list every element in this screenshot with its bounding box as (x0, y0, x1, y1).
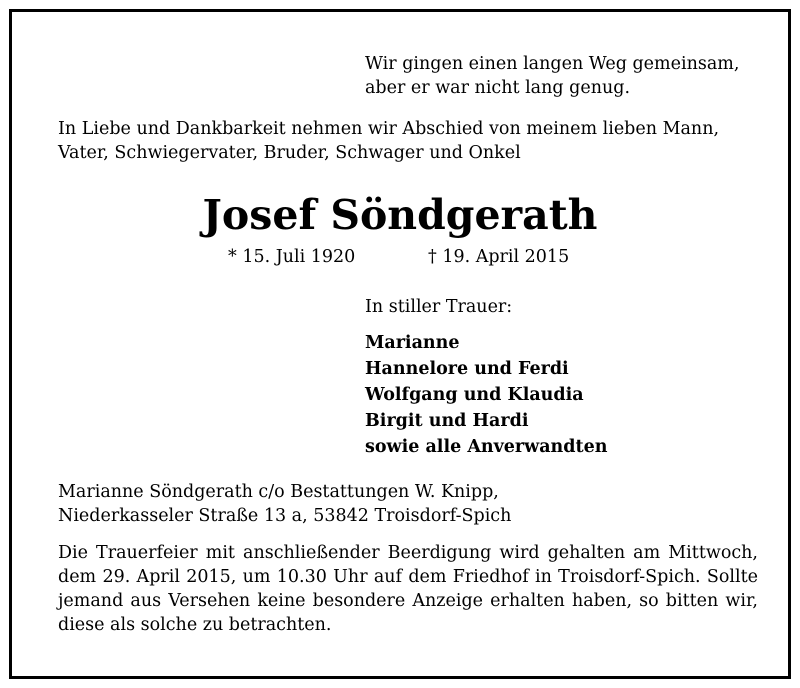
mourners-list (365, 330, 607, 460)
funeral-notice (58, 541, 758, 637)
contact-address (58, 480, 511, 528)
mourner-5: sowie alle Anverwandten (365, 437, 608, 457)
intro-text (58, 117, 719, 165)
address-line-2: Niederkasseler Straße 13 a, 53842 Troisdorf-Spich (58, 506, 512, 526)
mourner-1: Marianne (365, 333, 460, 353)
birth-date: * 15. Juli 1920 (228, 247, 356, 267)
mourner-4: Birgit und Hardi (365, 411, 529, 431)
motto-line-1: Wir gingen einen langen Weg gemeinsam, (365, 54, 740, 74)
mourner-3: Wolfgang und Klaudia (365, 385, 584, 405)
motto (365, 52, 755, 100)
intro-line-2: Vater, Schwiegervater, Bruder, Schwager und Onkel (58, 143, 521, 163)
funeral-line-1: Die Trauerfeier mit anschließender Beerdigung wird gehalten am Mittwoch, (58, 543, 758, 563)
address-line-1: Marianne Söndgerath c/o Bestattungen W. Knipp, (58, 482, 499, 502)
mourning-heading: In stiller Trauer: (365, 297, 513, 317)
funeral-line-3: jemand aus Versehen keine besondere Anzeige erhalten haben, so bitten wir, (58, 591, 758, 611)
death-date: † 19. April 2015 (428, 247, 570, 267)
funeral-line-4: diese als solche zu betrachten. (58, 615, 332, 635)
funeral-line-2: dem 29. April 2015, um 10.30 Uhr auf dem Friedhof in Troisdorf-Spich. Sollte (58, 567, 758, 587)
intro-line-1: In Liebe und Dankbarkeit nehmen wir Abschied von meinem lieben Mann, (58, 119, 720, 139)
mourner-2: Hannelore und Ferdi (365, 359, 569, 379)
deceased-name: Josef Söndgerath (202, 191, 598, 239)
motto-line-2: aber er war nicht lang genug. (365, 78, 631, 98)
